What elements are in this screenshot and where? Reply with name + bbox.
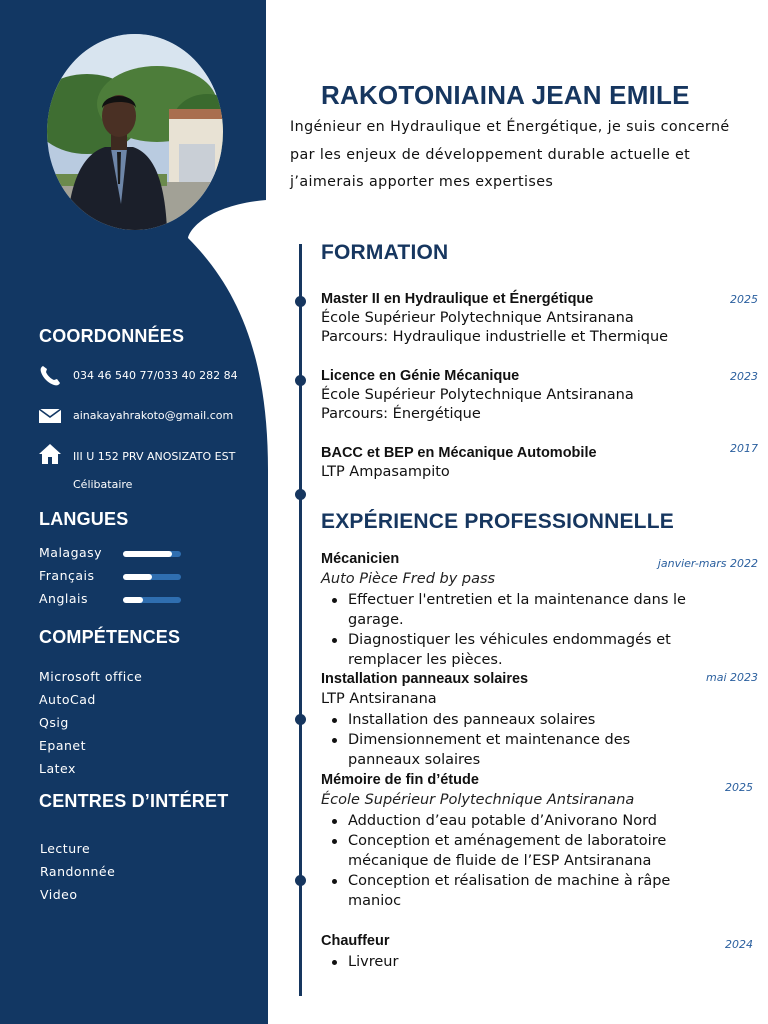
bullet-item: Conception et réalisation de machine à râpe manioc — [330, 871, 700, 911]
bullet-item: Diagnostiquer les véhicules endommagés et remplacer les pièces. — [330, 630, 700, 670]
formation-entry-title: Licence en Génie Mécanique — [321, 368, 520, 384]
house-icon — [38, 442, 62, 466]
phone-icon — [38, 364, 62, 388]
language-level-bar — [123, 574, 181, 580]
bullet-item: Effectuer l'entretien et la maintenance dans le garage. — [330, 590, 700, 630]
profile-photo — [47, 34, 223, 230]
address: III U 152 PRV ANOSIZATO EST — [73, 450, 236, 463]
formation-entry-title: Master II en Hydraulique et Énergétique — [321, 291, 594, 307]
language-level-fill — [123, 574, 152, 580]
formation-entry-date: 2023 — [730, 370, 758, 383]
interest-item: Randonnée — [40, 864, 116, 879]
experience-bullets — [330, 590, 700, 670]
skills-section-title: COMPÉTENCES — [39, 627, 181, 647]
email-address: ainakayahrakoto@gmail.com — [73, 409, 234, 422]
experience-entry-title: Installation panneaux solaires — [321, 671, 529, 687]
timeline-dot — [295, 714, 306, 725]
experience-entry-date: janvier-mars 2022 — [657, 557, 758, 570]
contact-section-title: COORDONNÉES — [39, 326, 185, 346]
experience-entry-org: École Supérieur Polytechnique Antsiranana — [321, 792, 635, 808]
timeline-dot — [295, 296, 306, 307]
skill-item: Latex — [39, 761, 76, 776]
experience-entry-org: LTP Antsiranana — [321, 691, 437, 707]
skill-item: Qsig — [39, 715, 69, 730]
profile-summary: Ingénieur en Hydraulique et Énergétique, je suis concerné par les enjeux de développement durable actuelle et j’aimerais apporter mes expertises — [290, 119, 730, 190]
timeline-dot — [295, 489, 306, 500]
phone-number: 034 46 540 77/033 40 282 84 — [73, 369, 238, 382]
experience-bullets — [330, 952, 700, 972]
bullet-item: Adduction d’eau potable d’Anivorano Nord — [330, 811, 700, 831]
candidate-name: RAKOTONIAINA JEAN EMILE — [321, 80, 690, 110]
bullet-item: Dimensionnement et maintenance des panneaux solaires — [330, 730, 700, 770]
skill-item: Epanet — [39, 738, 87, 753]
language-level-fill — [123, 551, 172, 557]
experience-section-title: EXPÉRIENCE PROFESSIONNELLE — [321, 510, 674, 533]
formation-entry-school: École Supérieur Polytechnique Antsiranana — [321, 387, 634, 403]
formation-section-title: FORMATION — [321, 241, 449, 264]
experience-bullets — [330, 811, 700, 911]
formation-entry-date: 2025 — [730, 293, 758, 306]
bullet-item: Conception et aménagement de laboratoire mécanique de fluide de l’ESP Antsiranana — [330, 831, 700, 871]
experience-entry-title: Chauffeur — [321, 933, 390, 949]
language-row — [39, 568, 189, 584]
skill-item: Microsoft office — [39, 669, 143, 684]
formation-entry-date: 2017 — [730, 442, 758, 455]
languages-section-title: LANGUES — [39, 509, 129, 529]
formation-entry-detail: Parcours: Énergétique — [321, 406, 481, 422]
language-row — [39, 545, 189, 561]
language-label: Malagasy — [39, 545, 103, 560]
interest-item: Video — [40, 887, 78, 902]
language-row — [39, 591, 189, 607]
language-label: Français — [39, 568, 95, 583]
experience-entry-date: 2024 — [725, 938, 753, 951]
experience-bullets — [330, 710, 700, 770]
marital-status: Célibataire — [73, 478, 133, 491]
language-level-bar — [123, 551, 181, 557]
interests-section-title: CENTRES D’INTÉRET — [39, 791, 229, 811]
language-level-fill — [123, 597, 143, 603]
bullet-item: Installation des panneaux solaires — [330, 710, 700, 730]
language-label: Anglais — [39, 591, 89, 606]
envelope-icon — [38, 404, 62, 428]
interest-item: Lecture — [40, 841, 91, 856]
skill-item: AutoCad — [39, 692, 96, 707]
experience-entry-org: Auto Pièce Fred by pass — [321, 571, 496, 587]
formation-entry-school: LTP Ampasampito — [321, 464, 450, 480]
formation-entry-school: École Supérieur Polytechnique Antsiranana — [321, 310, 634, 326]
timeline-dot — [295, 875, 306, 886]
formation-entry-detail: Parcours: Hydraulique industrielle et Thermique — [321, 329, 669, 345]
language-level-bar — [123, 597, 181, 603]
bullet-item: Livreur — [330, 952, 700, 972]
experience-entry-date: mai 2023 — [705, 671, 758, 684]
experience-entry-title: Mémoire de fin d’étude — [321, 772, 479, 788]
formation-entry-title: BACC et BEP en Mécanique Automobile — [321, 445, 597, 461]
timeline-dot — [295, 375, 306, 386]
experience-entry-date: 2025 — [725, 781, 753, 794]
experience-entry-title: Mécanicien — [321, 551, 400, 567]
